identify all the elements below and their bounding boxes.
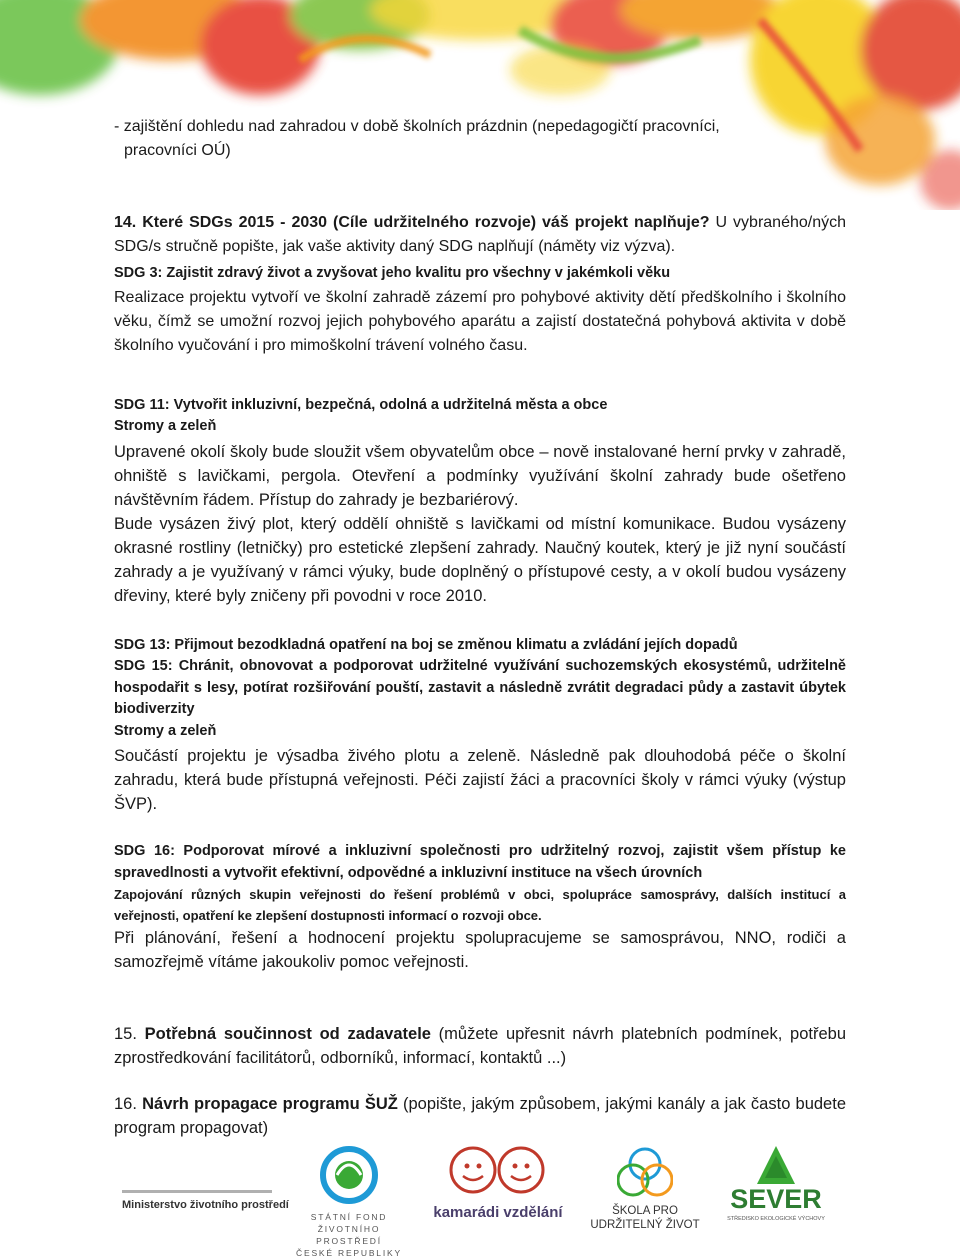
sdg15-subheading: Stromy a zeleň xyxy=(114,722,217,739)
sdg15-text: Součástí projektu je výsadba živého plotu a zeleně. Následně pak dlouhodobá péče o školní zahradu, která bude přístupná veřejnosti. Péči zajistí žáci a pracovníci školy v rámci výuky (výstup ŠVP). xyxy=(114,747,846,813)
question-16-title: Návrh propagace programu ŠUŽ xyxy=(142,1095,398,1113)
kamaradi-logo xyxy=(423,1142,573,1232)
sdg15-heading: SDG 15: Chránit, obnovovat a podporovat udržitelné využívání suchozemských ekosystémů, udržitelně hospodařit s lesy, potírat rozšiřování pouští, zastavit a následně zvrátit degradaci půdy a zastavit úbytek biodiverzity xyxy=(114,658,846,717)
skola-line-1: ŠKOLA PRO xyxy=(612,1205,678,1217)
sdg3-heading: SDG 3: Zajistit zdravý život a zvyšovat jeho kvalitu pro všechny v jakémkoli věku xyxy=(114,265,671,281)
bullet-supervision-cont: pracovníci OÚ) xyxy=(124,142,231,159)
sdg11-text-1: Upravené okolí školy bude sloužit všem obyvatelům obce – nově instalované herní prvky v zahradě, ohniště s lavičkami, pergola. Otevření a podmínky využívání školní zahrady bude ošetřeno návštěvním řádem. Přístup do zahrady je bezbariérový. xyxy=(114,442,846,509)
skola-line-2: UDRŽITELNÝ ŽIVOT xyxy=(590,1219,700,1231)
sdg16-subheading: Zapojování různých skupin veřejnosti do řešení problémů v obci, spolupráce samosprávy, dalších institucí a veřejnosti, opatření ke zlepšení dostupnosti informací o rozvoji obce. xyxy=(114,887,846,923)
sdg3-text: Realizace projektu vytvoří ve školní zahradě zázemí pro pohybové aktivity dětí předškolního i školního věku, čímž se umožní rozvoj jejich pohybového aparátu a zajistí dostatečná pohybová aktivita v době školního vyučování i pro mimoškolní trávení volného času. xyxy=(114,288,846,354)
sever-tree-icon xyxy=(751,1144,801,1186)
sdg16-text: Při plánování, řešení a hodnocení projektu spolupracujeme se samosprávou, NNO, rodiči a samozřejmě vítáme jakoukoliv pomoc veřejnosti. xyxy=(114,929,846,971)
sfzp-line-2: ŽIVOTNÍHO PROSTŘEDÍ xyxy=(316,1224,382,1246)
skola-emblem-icon xyxy=(617,1146,673,1198)
sever-label: SEVER xyxy=(730,1184,822,1214)
sdg11-text-2: Bude vysázen živý plot, který oddělí ohniště s lavičkami od místní komunikace. Budou vysázeny okrasné rostliny (letničky) pro estetické zlepšení zahrady. Naučný koutek, který je již nyní součástí zahrady a je využívaný v rámci výuky, bude doplněný o přístupové cesty, a v okolí budou vysázeny dřeviny, které byly zničeny při povodni v roce 2010. xyxy=(114,514,846,605)
sfzp-line-3: ČESKÉ REPUBLIKY xyxy=(296,1248,402,1258)
skola-logo xyxy=(588,1146,702,1236)
footer-logos xyxy=(0,1130,960,1258)
question-15 xyxy=(114,1022,846,1070)
sfzp-emblem-icon xyxy=(319,1145,379,1205)
mzp-logo xyxy=(122,1190,289,1220)
bullet-supervision: - zajištění dohledu nad zahradou v době školních prázdnin (nepedagogičtí pracovníci, xyxy=(114,118,720,135)
skola-label xyxy=(588,1204,702,1232)
question-16-number: 16. xyxy=(114,1095,143,1113)
question-14-desc: U vybraného/ných SDG/s stručně popište, jak vaše aktivity daný SDG naplňují (náměty viz výzva). xyxy=(114,214,847,255)
mzp-label: Ministerstvo životního prostředí xyxy=(122,1199,289,1211)
sfzp-line-1: STÁTNÍ FOND xyxy=(310,1212,388,1222)
question-16-desc: (popište, jakým způsobem, jakými kanály a jak často budete program propagovat) xyxy=(114,1095,846,1137)
sdg11-subheading: Stromy a zeleň xyxy=(114,418,217,434)
question-15-desc: (můžete upřesnit návrh platebních podmínek, potřebu zprostředkování facilitátorů, odborníků, informací, kontaktů ...) xyxy=(114,1025,846,1067)
sdg16-heading: SDG 16: Podporovat mírové a inkluzivní společnosti pro udržitelný rozvoj, zajistit všem přístup ke spravedlnosti a vytvořit efektivní, odpovědné a inkluzivní instituce na všech úrovních xyxy=(114,843,846,881)
sdg11-heading: SDG 11: Vytvořit inkluzivní, bezpečná, odolná a udržitelná města a obce xyxy=(114,396,608,413)
question-15-number: 15. xyxy=(114,1025,145,1043)
kamaradi-faces-icon xyxy=(443,1142,553,1198)
sdg13-heading: SDG 13: Přijmout bezodkladná opatření na boj se změnou klimatu a zvládání jejích dopadů xyxy=(114,636,738,653)
mzp-bar xyxy=(122,1190,272,1193)
document-body xyxy=(114,115,846,1140)
sfzp-logo xyxy=(285,1145,413,1258)
sfzp-label xyxy=(285,1211,413,1259)
question-14 xyxy=(114,211,846,259)
question-14-title: 14. Které SDGs 2015 - 2030 (Cíle udržitelného rozvoje) váš projekt naplňuje? xyxy=(114,214,710,231)
kamaradi-label: kamarádi vzdělání xyxy=(433,1204,563,1221)
sever-logo xyxy=(722,1144,830,1234)
question-15-title: Potřebná součinnost od zadavatele xyxy=(144,1025,431,1043)
sever-sublabel: STŘEDISKO EKOLOGICKÉ VÝCHOVY xyxy=(727,1216,825,1222)
